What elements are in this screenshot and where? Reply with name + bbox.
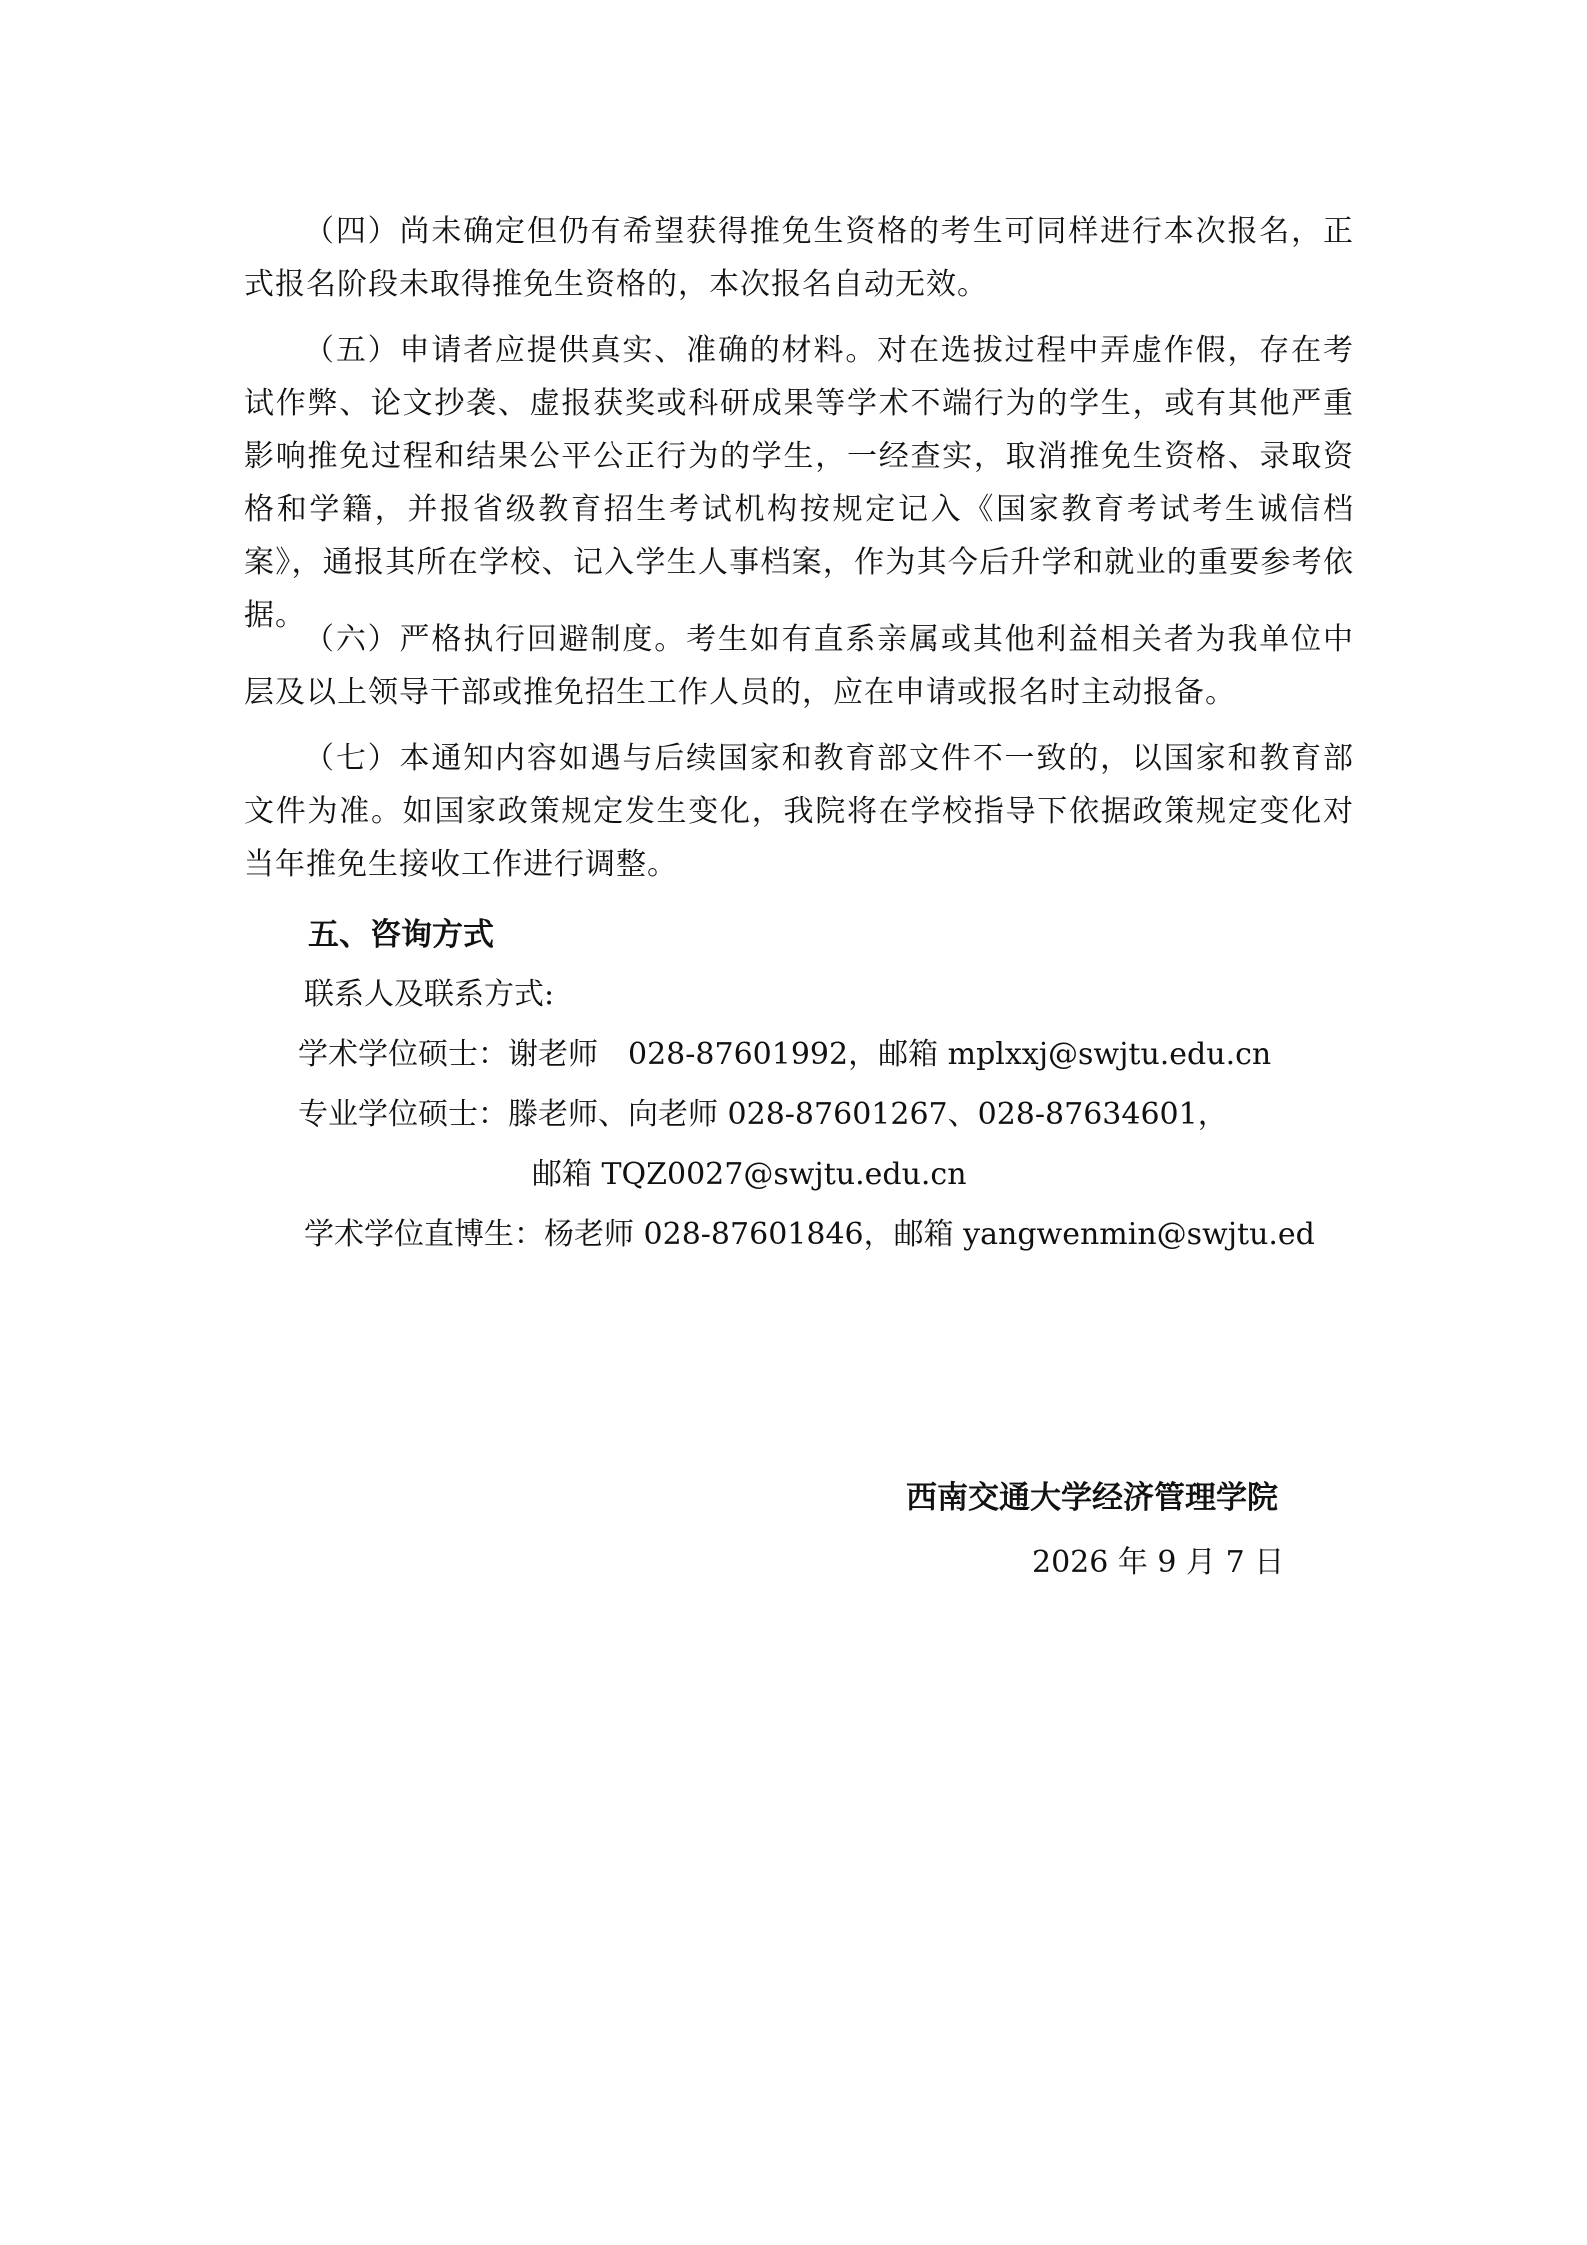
contact-professional-master-email: 邮箱 TQZ0027@swjtu.edu.cn (532, 1157, 967, 1192)
paragraph-4: （四）尚未确定但仍有希望获得推免生资格的考生可同样进行本次报名，正式报名阶段未取得推免生资格的，本次报名自动无效。 (244, 214, 1354, 302)
contact-academic-master: 学术学位硕士：谢老师 028-87601992，邮箱 mplxxj@swjtu.edu.cn (298, 1037, 1272, 1072)
contact-professional-master: 专业学位硕士：滕老师、向老师 028-87601267、028-87634601， (298, 1097, 1228, 1132)
contact-direct-phd: 学术学位直博生：杨老师 028-87601846，邮箱 yangwenmin@swjtu.ed (304, 1217, 1315, 1252)
signature-organization: 西南交通大学经济管理学院 (906, 1480, 1278, 1516)
paragraph-5: （五）申请者应提供真实、准确的材料。对在选拔过程中弄虚作假，存在考试作弊、论文抄袭、虚报获奖或科研成果等学术不端行为的学生，或有其他严重影响推免过程和结果公平公正行为的学生，一经查实，取消推免生资格、录取资格和学籍，并报省级教育招生考试机构按规定记入《国家教育考试考生诚信档案》，通报其所在学校、记入学生人事档案，作为其今后升学和就业的重要参考依据。 (244, 333, 1354, 633)
paragraph-6: （六）严格执行回避制度。考生如有直系亲属或其他利益相关者为我单位中层及以上领导干部或推免招生工作人员的，应在申请或报名时主动报备。 (244, 622, 1354, 710)
contact-intro: 联系人及联系方式: (304, 977, 555, 1012)
section-heading-contact: 五、咨询方式 (308, 917, 494, 953)
signature-date: 2026 年 9 月 7 日 (1032, 1545, 1285, 1580)
paragraph-7: （七）本通知内容如遇与后续国家和教育部文件不一致的，以国家和教育部文件为准。如国家政策规定发生变化，我院将在学校指导下依据政策规定变化对当年推免生接收工作进行调整。 (244, 741, 1354, 882)
